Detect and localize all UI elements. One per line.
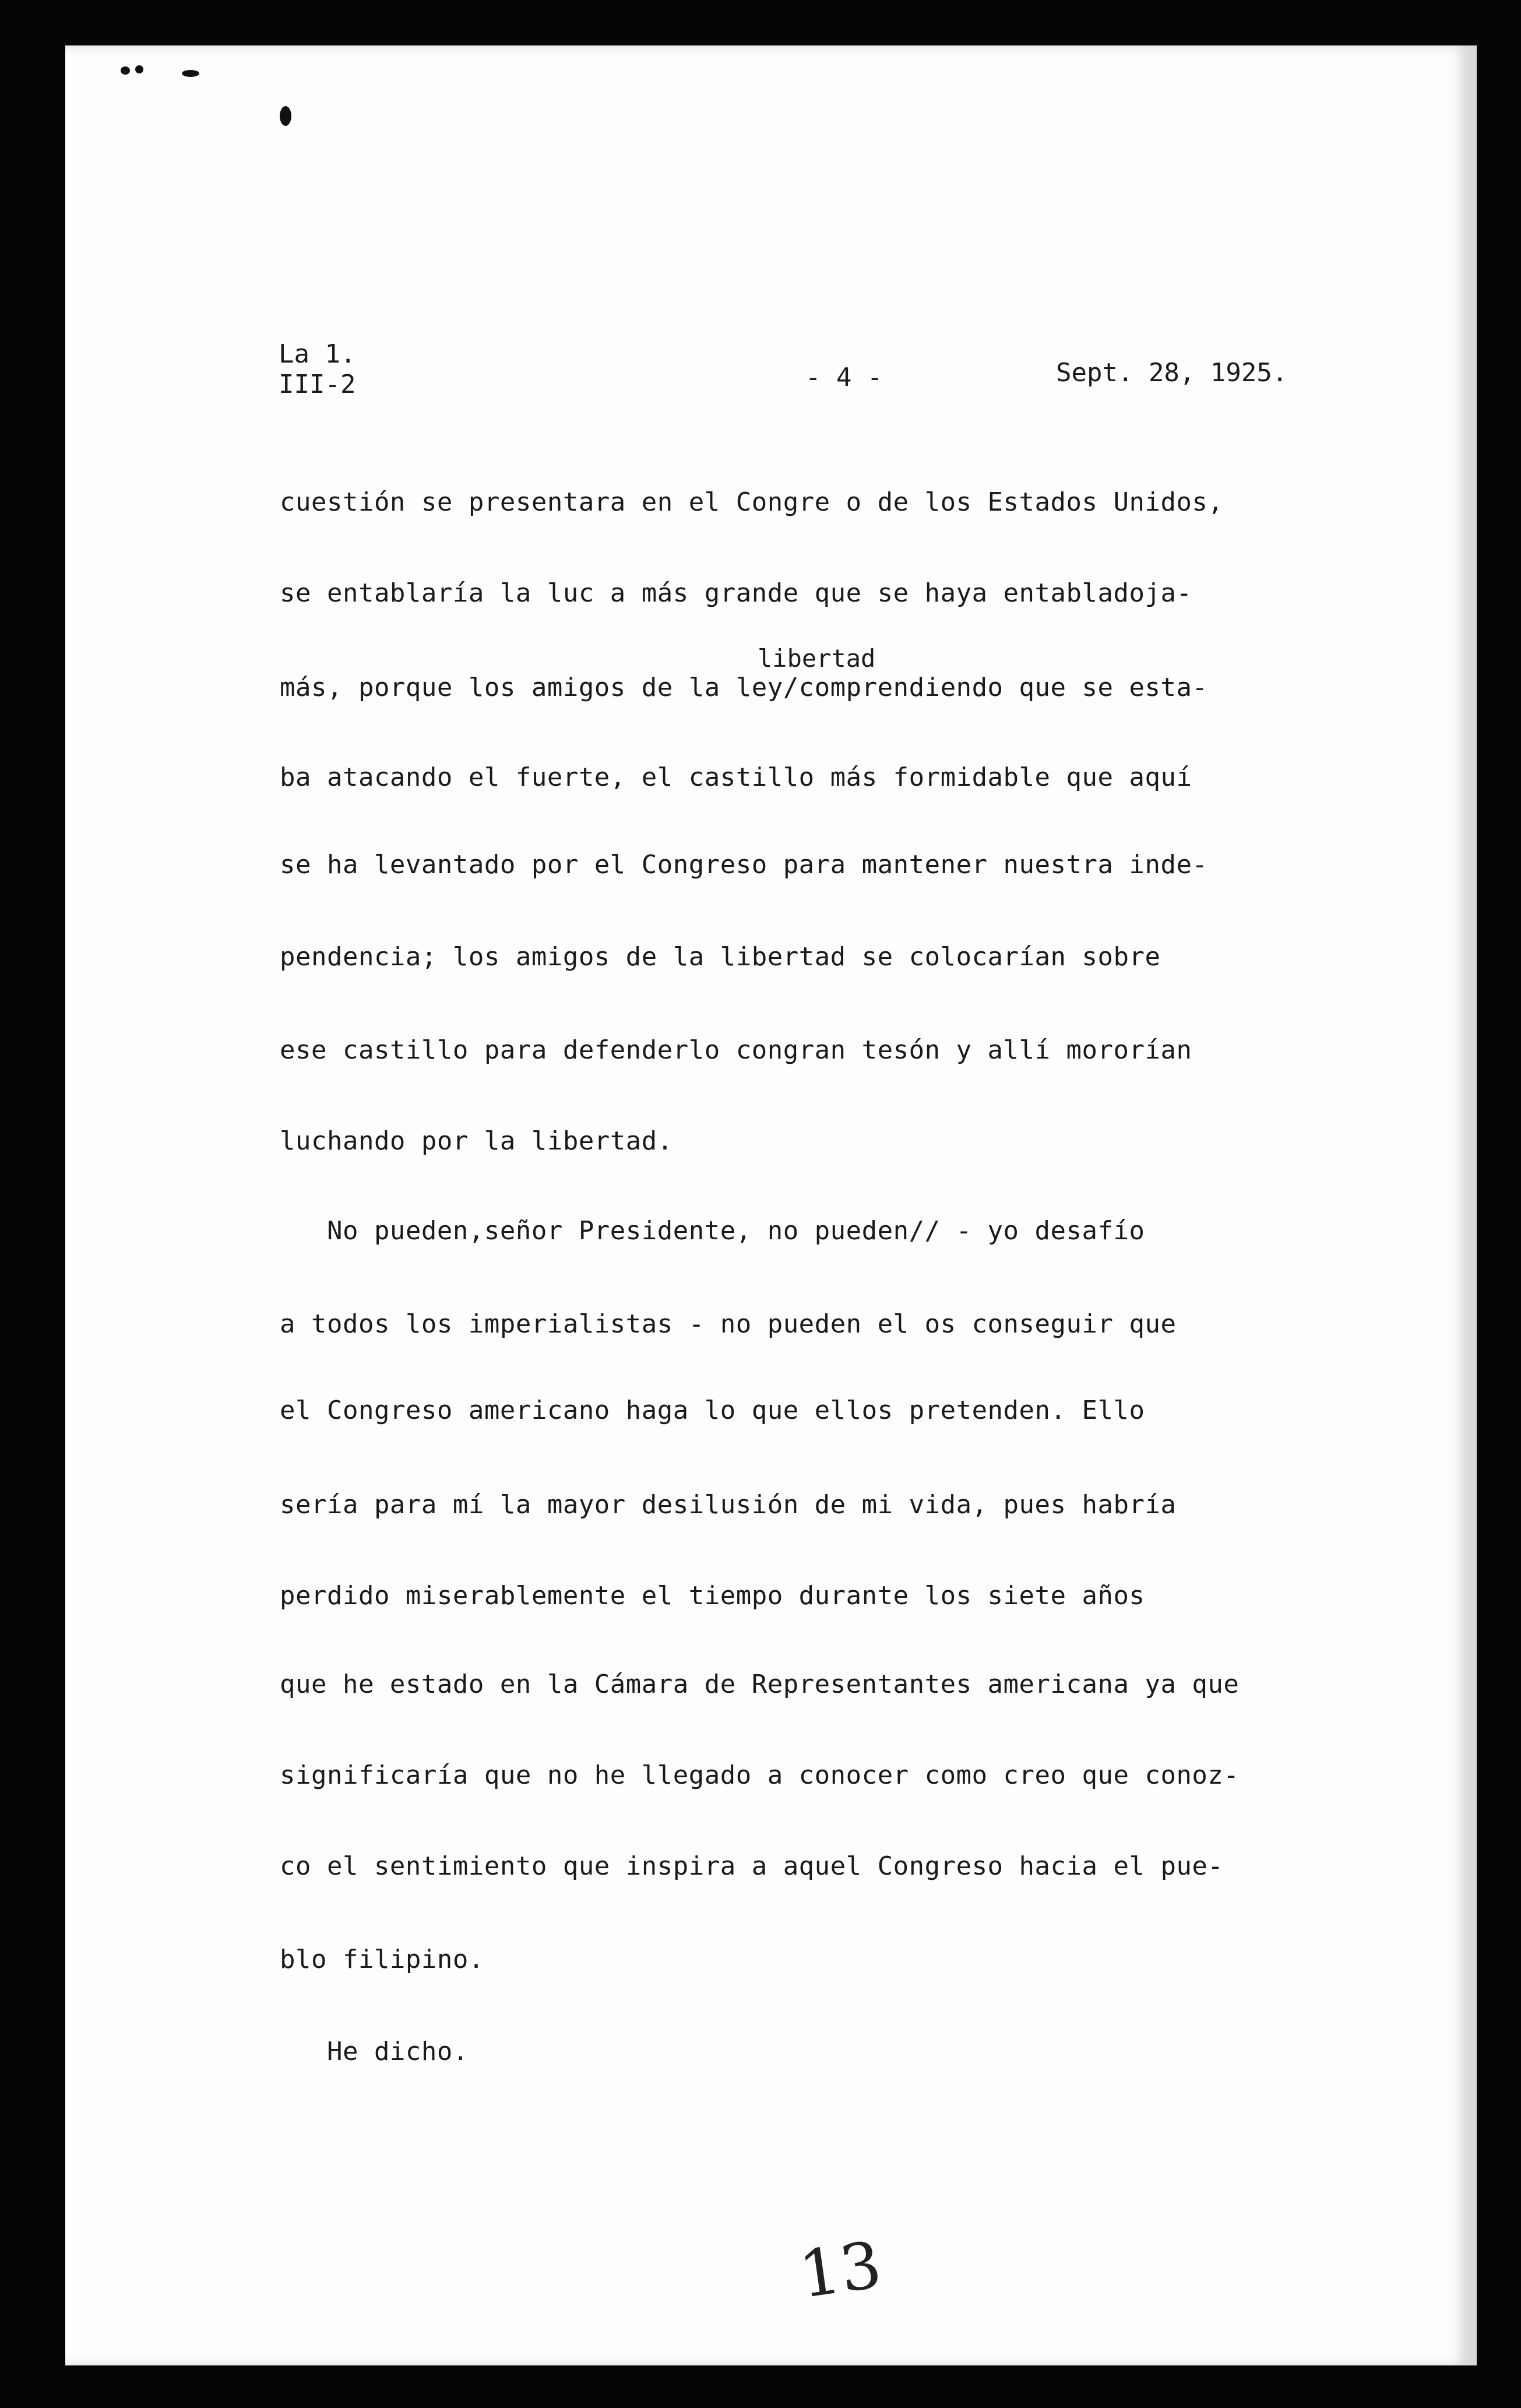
body-line: cuestión se presentara en el Congre o de los Estados Unidos, (280, 487, 1224, 517)
body-line: sería para mí la mayor desilusión de mi vida, pues habría (280, 1490, 1177, 1520)
reference-line-1: La 1. (279, 339, 356, 369)
body-line: co el sentimiento que inspira a aquel Congreso hacia el pue- (280, 1851, 1224, 1881)
body-line: blo filipino. (280, 1945, 484, 1974)
body-line: perdido miserablemente el tiempo durante los siete años (280, 1581, 1145, 1611)
body-line: ese castillo para defenderlo congran tesón y allí mororían (280, 1035, 1192, 1065)
body-line: pendencia; los amigos de la libertad se colocarían sobre (280, 942, 1161, 972)
ink-speck (280, 106, 291, 126)
body-line: más, porque los amigos de la ley/comprendiendo que se esta- (280, 673, 1208, 702)
typed-document-page (65, 45, 1477, 2365)
document-reference (279, 339, 355, 400)
body-line: significaría que no he llegado a conocer como creo que conoz- (280, 1760, 1240, 1790)
page-number: - 4 - (805, 363, 883, 392)
ink-speck (182, 70, 199, 77)
body-line: a todos los imperialistas - no pueden el os conseguir que (280, 1309, 1177, 1339)
document-date: Sept. 28, 1925. (1056, 358, 1288, 388)
body-line: que he estado en la Cámara de Representantes americana ya que (280, 1669, 1240, 1699)
ink-speck (121, 66, 130, 75)
body-line: se entablaría la luc a más grande que se haya entabladoja- (280, 578, 1192, 608)
body-line: luchando por la libertad. (280, 1126, 673, 1156)
body-line: el Congreso americano haga lo que ellos pretenden. Ello (280, 1395, 1145, 1425)
body-line: ba atacando el fuerte, el castillo más formidable que aquí (280, 762, 1192, 792)
body-line: se ha levantado por el Congreso para mantener nuestra inde- (280, 850, 1208, 880)
ink-speck (135, 65, 143, 73)
body-line: He dicho. (280, 2037, 469, 2066)
reference-line-2: III-2 (279, 370, 356, 399)
body-line: No pueden,señor Presidente, no pueden// - yo desafío (280, 1216, 1145, 1246)
interlinear-correction: libertad (758, 644, 876, 673)
handwritten-folio-mark: 13 (794, 2227, 886, 2313)
